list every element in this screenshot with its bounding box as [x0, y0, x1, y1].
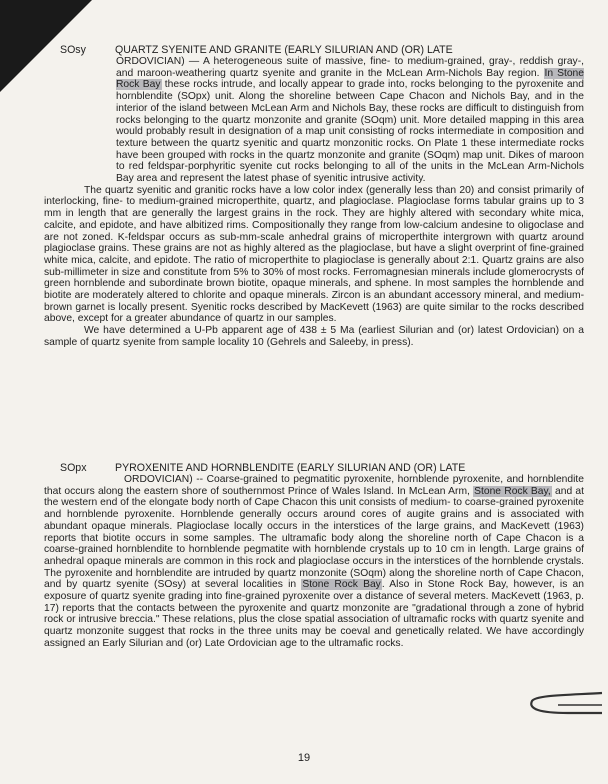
unit-code: SOpx — [60, 462, 87, 474]
unit-heading — [44, 462, 584, 474]
unit-heading — [44, 44, 584, 56]
unit-entry-sopx — [44, 462, 584, 650]
page-number: 19 — [297, 752, 311, 764]
highlighted-text: Stone Rock Bay, — [474, 485, 551, 497]
unit-description — [44, 474, 584, 650]
unit-title: QUARTZ SYENITE AND GRANITE (EARLY SILURIAN AND (OR) LATE — [115, 44, 453, 56]
paragraph-text: . Also in Stone Rock Bay, however, is an exposure of quartz syenite grading into fine-grained pyroxenite over a distance of several meters. MacKevett (1963, p. 17) reports that the contacts between the pyroxenite and quartz monzonite are "gradational through a zone of hybrid rock or intrusive breccia." These relations, plus the close spatial association of ultramafic rocks with quartz syenite and quartz monzonite suggest that rocks in the three units may be coeval and genetically related. We have accordingly assigned an Early Silurian and (or) Late Ordovician age to the ultramafic rocks. — [44, 579, 584, 649]
paragraph-text: Coarse-grained to pegmatitic pyroxenite, hornblende pyroxenite, and hornblendite that occurs along the eastern shore of southernmost Prince of Wales Island. In McLean Arm, — [44, 474, 585, 497]
paragraph: We have determined a U-Pb apparent age of 438 ± 5 Ma (earliest Silurian and (or) latest Ordovician) on a sample of quartz syenite from sample locality 10 (Gehrels and Saleeby, in press). — [44, 325, 584, 348]
unit-entry-sosy — [44, 44, 584, 349]
title-continuation: ORDOVICIAN) — — [116, 56, 200, 67]
paragraph-text: and at the western end of the elongate body north of Cape Chacon this unit consists of medium- to coarse-grained pyroxenite and hornblende pyroxenite. Hornblende generally occurs around cores of augite grains and is associated with abundant opaque minerals. Plagioclase locally occurs in the interstices of the large grains, and MacKevett (1963) reports that biotite occurs in some samples. The ultramafic body along the shoreline north of Cape Chacon is a coarse-grained hornblendite to hornblende pegmatite with hornblende crystals up to 10 cm in length. Large grains of anhedral opaque minerals are common in this rock and plagioclase occurs in the interstices of the hornblende crystals. The pyroxenite and hornblendite are intruded by quartz monzonite (SOqm) along the shoreline north of Cape Chacon, and by quartz syenite (SOsy) at several localities in — [44, 485, 584, 591]
highlighted-text: Stone Rock Bay — [302, 579, 381, 591]
paragraph-text: these rocks intrude, and locally appear to grade into, rocks belonging to the pyroxenite and hornblendite (SOpx) unit. Along the shoreline between Cape Chacon and Nichols Bay, and in the interior of the island between McLean Arm and Nichols Bay, these rocks are difficult to distinguish from rocks belonging to the quartz monzonite and granite (SOqm) unit. More detailed mapping in this area would probably result in designation of a map unit consisting of rocks intermediate in composition and texture between the quartz syenitic and quartz monzonitic rocks. On Plate 1 these intermediate rocks have been grouped with rocks in the quartz monzonite and granite (SOqm) map unit. Dikes of maroon to red feldspar-porphyritic syenite cut rocks belonging to all of the units in the McLean Arm-Nichols Bay area and represent the latest phase of syenitic intrusive activity. — [116, 79, 584, 185]
paragraph: The quartz syenitic and granitic rocks have a low color index (generally less than 20) and consist primarily of interlocking, fine- to medium-grained microperthite, quartz, and plagioclase. Plagioclase forms tabular grains up to 3 mm in length that are generally the largest grains in the rock. They are highly altered with secondary white mica, calcite, and epidote, and have albitized rims. Compositionally they range from low-calcium andesine to oligoclase and are not zoned. K-feldspar occurs as sub-mm-scale anhedral grains of microperthite intergrown with quartz around plagioclase grains. These grains are not as highly altered as the plagioclase, but have a slight overprint of fine-grained white mica, calcite, and epidote. The ratio of microperthite to plagioclase is generally about 2:1. Quartz grains are also sub-millimeter in size and constitute from 5% to 30% of most rocks. Ferromagnesian minerals include glomerocrysts of green hornblende and subordinate brown biotite, opaque minerals, and sphene. In most samples the hornblende and biotite are moderately altered to chlorite and opaque minerals. Zircon is an abundant accessory mineral, and medium-brown garnet is locally present. Syenitic rocks described by MacKevett (1963) are quite similar to the rocks described above, except for a greater abundance of quartz in our samples. — [44, 184, 584, 325]
paper-clip-icon — [528, 683, 604, 723]
unit-title: PYROXENITE AND HORNBLENDITE (EARLY SILURIAN AND (OR) LATE — [115, 462, 466, 474]
highlighted-text: In Stone Rock Bay — [116, 67, 584, 91]
unit-code: SOsy — [60, 44, 86, 56]
paragraph — [44, 474, 584, 650]
title-continuation: ORDOVICIAN) -- — [124, 474, 204, 485]
paragraph-text: A heterogeneous suite of massive, fine- to medium-grained, gray-, reddish gray-, and maroon-weathering quartz syenite and granite in the McLean Arm-Nichols Bay region. — [116, 56, 584, 79]
unit-description — [44, 56, 584, 349]
paragraph — [44, 56, 584, 185]
